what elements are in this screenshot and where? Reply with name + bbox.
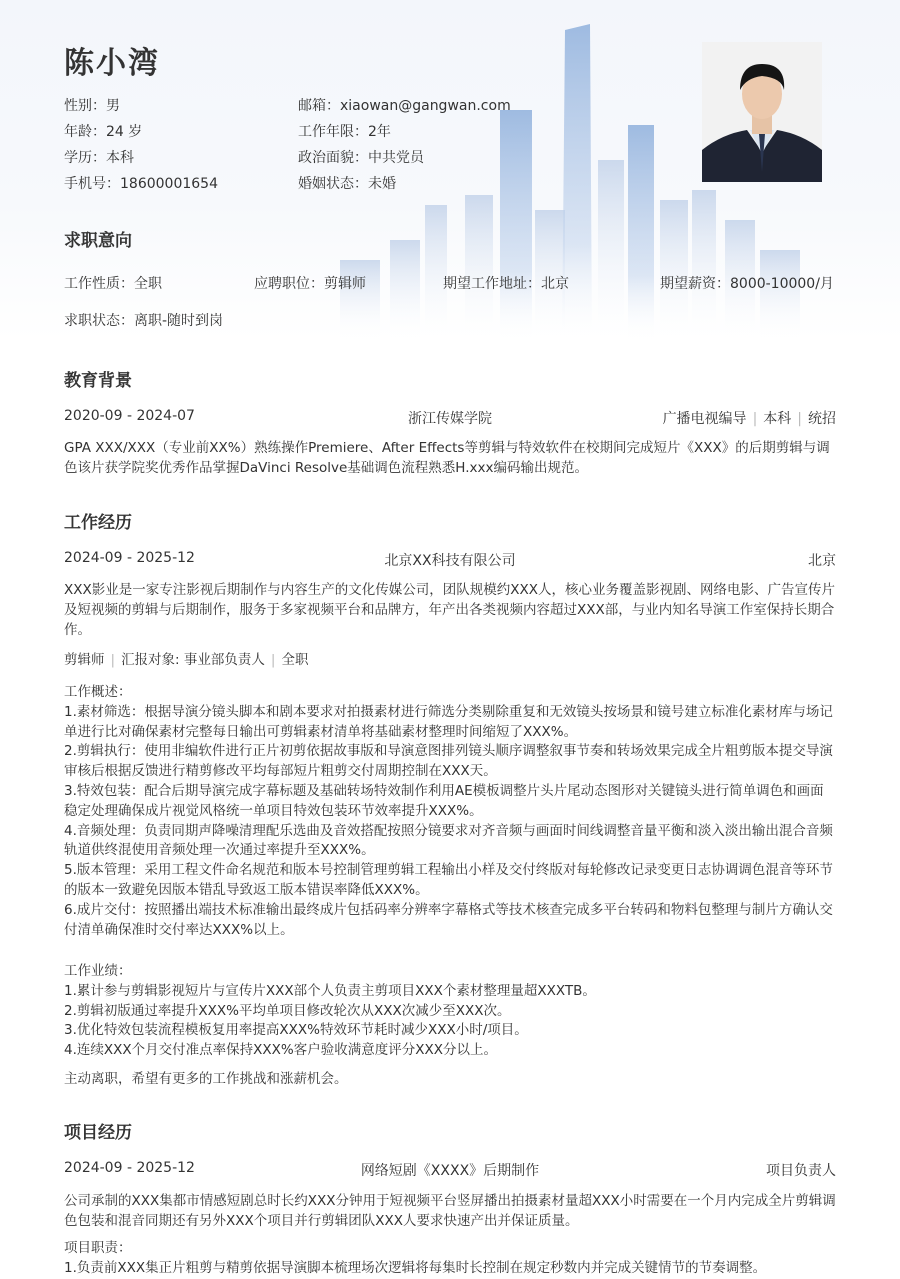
info-email: 邮箱：xiaowan@gangwan.com	[298, 98, 511, 114]
candidate-name: 陈小湾	[64, 46, 160, 81]
education-details: 广播电视编导 | 本科 | 统招	[662, 411, 836, 427]
work-company-description: XXX影业是一家专注影视后期制作与内容生产的文化传媒公司，团队规模约XXX人，核心业务覆盖影视剧、网络电影、广告宣传片及短视频的剪辑与后期制作，服务于多家视频平台和品牌方，年产出各类视频内容超过XXX部，与业内知名导演工作室保持长期合作。	[64, 582, 835, 638]
project-description: 公司承制的XXX集都市情感短剧总时长约XXX分钟用于短视频平台竖屏播出拍摄素材量超XXX小时需要在一个月内完成全片剪辑调色包装和混音同期还有另外XXX个项目并行剪辑团队XXX人要求快速产出并保证质量。	[64, 1193, 836, 1229]
work-overview-item: 3.特效包装：配合后期导演完成字幕标题及基础转场特效制作利用AE模板调整片头片尾动态图形对关键镜头进行简单调色和画面稳定处理确保成片视觉风格统一单项目特效包装环节效率提升XXX%。	[64, 782, 824, 819]
work-overview-item: 6.成片交付：按照播出端技术标准输出最终成片包括码率分辨率字幕格式等技术核查完成多平台转码和物料包整理与制片方确认交付清单确保准时交付率达XXX%以上。	[64, 901, 833, 938]
intent-location: 期望工作地址：北京	[443, 276, 569, 292]
project-duties-label: 项目职责：	[64, 1240, 132, 1256]
work-overview-item: 1.素材筛选：根据导演分镜头脚本和剧本要求对拍摄素材进行筛选分类剔除重复和无效镜头按场景和镜号建立标准化素材库与场记单进行比对确保素材完整每日输出可剪辑素材清单将基础素材整理时间缩短了XXX%。	[64, 703, 833, 740]
info-marriage: 婚姻状态：未婚	[298, 176, 396, 192]
work-achievement-item: 2.剪辑初版通过率提升XXX%平均单项目修改轮次从XXX次减少至XXX次。	[64, 1002, 511, 1019]
project-duty-item: 1.负责前XXX集正片粗剪与精剪依据导演脚本梳理场次逻辑将每集时长控制在规定秒数内并完成关键情节的节奏调整。	[64, 1259, 767, 1276]
project-name: 网络短剧《XXXX》后期制作	[360, 1163, 540, 1179]
intent-status: 求职状态：离职-随时到岗	[64, 313, 224, 329]
work-achievements-label: 工作业绩：	[64, 963, 132, 979]
section-title-work: 工作经历	[64, 513, 132, 533]
work-overview-item: 5.版本管理：采用工程文件命名规范和版本号控制管理剪辑工程输出小样及交付终版对每轮修改记录变更日志协调调色混音等环节的版本一致避免因版本错乱导致返工版本错误率降低XXX%。	[64, 862, 833, 898]
work-achievement-item: 4.连续XXX个月交付准点率保持XXX%客户验收满意度评分XXX分以上。	[64, 1042, 497, 1059]
work-overview-label: 工作概述：	[64, 684, 132, 700]
profile-photo	[702, 42, 822, 182]
work-overview-item: 2.剪辑执行：使用非编软件进行正片初剪依据故事版和导演意图排列镜头顺序调整叙事节奏和转场效果完成全片粗剪版本提交导演审核后根据反馈进行精剪修改平均每部短片粗剪交付周期控制在XXX天。	[64, 743, 833, 780]
info-age: 年龄：24 岁	[64, 124, 143, 140]
intent-salary: 期望薪资：8000-10000/月	[660, 276, 834, 292]
intent-nature: 工作性质：全职	[64, 276, 162, 292]
project-row	[64, 1160, 836, 1180]
project-role: 项目负责人	[766, 1163, 836, 1179]
info-politics: 政治面貌：中共党员	[298, 150, 424, 166]
work-row	[64, 550, 836, 570]
info-phone: 手机号：18600001654	[64, 176, 218, 192]
info-education: 学历：本科	[64, 150, 134, 166]
education-school: 浙江传媒学院	[408, 411, 492, 427]
work-company: 北京XX科技有限公司	[384, 553, 516, 569]
info-gender: 性别：男	[64, 98, 120, 114]
section-title-project: 项目经历	[64, 1123, 132, 1143]
project-period: 2024-09 - 2025-12	[64, 1160, 195, 1176]
section-title-education: 教育背景	[64, 371, 132, 391]
work-tags: 剪辑师 | 汇报对象: 事业部负责人 | 全职	[64, 652, 309, 668]
education-description: GPA XXX/XXX（专业前XX%）熟练操作Premiere、After Effects等剪辑与特效软件在校期间完成短片《XXX》的后期剪辑与调色该片获学院奖优秀作品掌握DaVinci Resolve基础调色流程熟悉H.xxx编码输出规范。	[64, 440, 830, 476]
work-city: 北京	[808, 553, 836, 569]
work-overview	[64, 683, 836, 940]
work-achievement-item: 1.累计参与剪辑影视短片与宣传片XXX部个人负责主剪项目XXX个素材整理量超XXXTB。	[64, 982, 596, 999]
project-duties	[64, 1239, 836, 1279]
education-period: 2020-09 - 2024-07	[64, 408, 195, 424]
work-overview-item: 4.音频处理：负责同期声降噪清理配乐选曲及音效搭配按照分镜要求对齐音频与画面时间线调整音量平衡和淡入淡出输出混合音频轨道供终混使用音频处理一次通过率提升至XXX%。	[64, 822, 833, 859]
education-row	[64, 408, 836, 428]
work-leave-reason: 主动离职，希望有更多的工作挑战和涨薪机会。	[64, 1071, 348, 1087]
work-period: 2024-09 - 2025-12	[64, 550, 195, 566]
info-years: 工作年限：2年	[298, 124, 391, 140]
work-achievements	[64, 962, 836, 1061]
intent-position: 应聘职位：剪辑师	[254, 276, 366, 292]
work-achievement-item: 3.优化特效包装流程模板复用率提高XXX%特效环节耗时减少XXX小时/项目。	[64, 1022, 528, 1039]
section-title-intent: 求职意向	[64, 231, 132, 251]
